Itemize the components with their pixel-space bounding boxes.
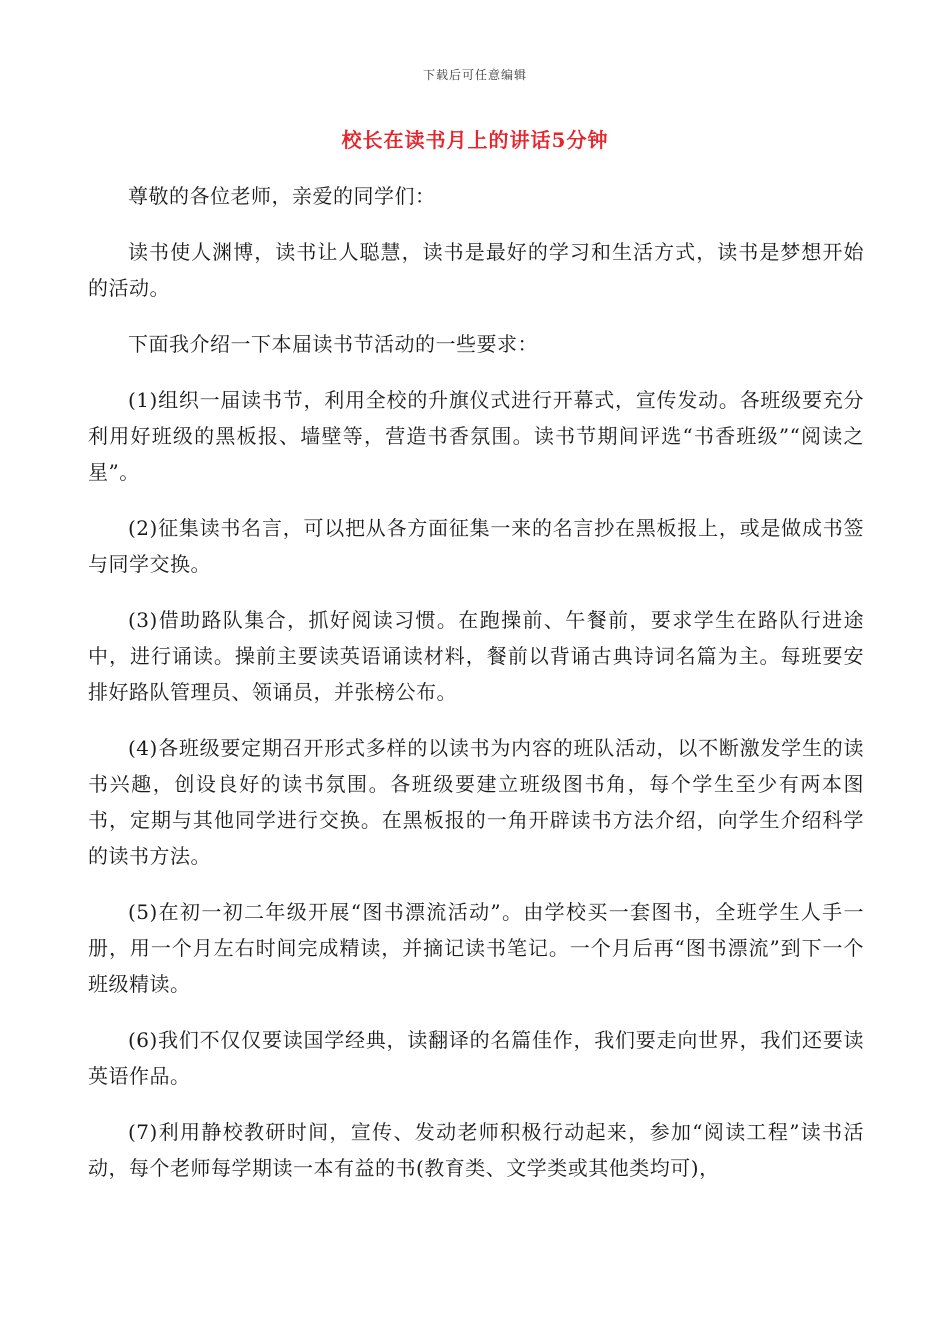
paragraph-item-5: (5)在初一初二年级开展“图书漂流活动”。由学校买一套图书，全班学生人手一册，用一个月左右时间完成精读，并摘记读书笔记。一个月后再“图书漂流”到下一个班级精读。 bbox=[88, 900, 864, 996]
paragraph-item-6: (6)我们不仅仅要读国学经典，读翻译的名篇佳作，我们要走向世界，我们还要读英语作品。 bbox=[88, 1028, 864, 1088]
header-note: 下载后可任意编辑 bbox=[422, 68, 527, 82]
paragraph-item-7: (7)利用静校教研时间，宣传、发动老师积极行动起来，参加“阅读工程”读书活动，每个老师每学期读一本有益的书(教育类、文学类或其他类均可)， bbox=[88, 1120, 864, 1180]
paragraph-greeting: 尊敬的各位老师，亲爱的同学们： bbox=[128, 184, 436, 208]
paragraph-intro: 读书使人渊博，读书让人聪慧，读书是最好的学习和生活方式，读书是梦想开始的活动。 bbox=[88, 240, 864, 300]
paragraph-item-1: (1)组织一届读书节，利用全校的升旗仪式进行开幕式，宣传发动。各班级要充分利用好班级的黑板报、墙壁等，营造书香氛围。读书节期间评选“书香班级”“阅读之星”。 bbox=[88, 388, 864, 484]
document-body bbox=[88, 178, 864, 1206]
paragraph-item-3: (3)借助路队集合，抓好阅读习惯。在跑操前、午餐前，要求学生在路队行进途中，进行诵读。操前主要读英语诵读材料，餐前以背诵古典诗词名篇为主。每班要安排好路队管理员、领诵员，并张榜公布。 bbox=[88, 608, 864, 704]
paragraph-requirements-lead: 下面我介绍一下本届读书节活动的一些要求： bbox=[128, 332, 538, 356]
paragraph-item-2: (2)征集读书名言，可以把从各方面征集一来的名言抄在黑板报上，或是做成书签与同学交换。 bbox=[88, 516, 864, 576]
paragraph-item-4: (4)各班级要定期召开形式多样的以读书为内容的班队活动，以不断激发学生的读书兴趣，创设良好的读书氛围。各班级要建立班级图书角，每个学生至少有两本图书，定期与其他同学进行交换。在黑板报的一角开辟读书方法介绍，向学生介绍科学的读书方法。 bbox=[88, 736, 864, 868]
document-title: 校长在读书月上的讲话5分钟 bbox=[341, 128, 609, 152]
